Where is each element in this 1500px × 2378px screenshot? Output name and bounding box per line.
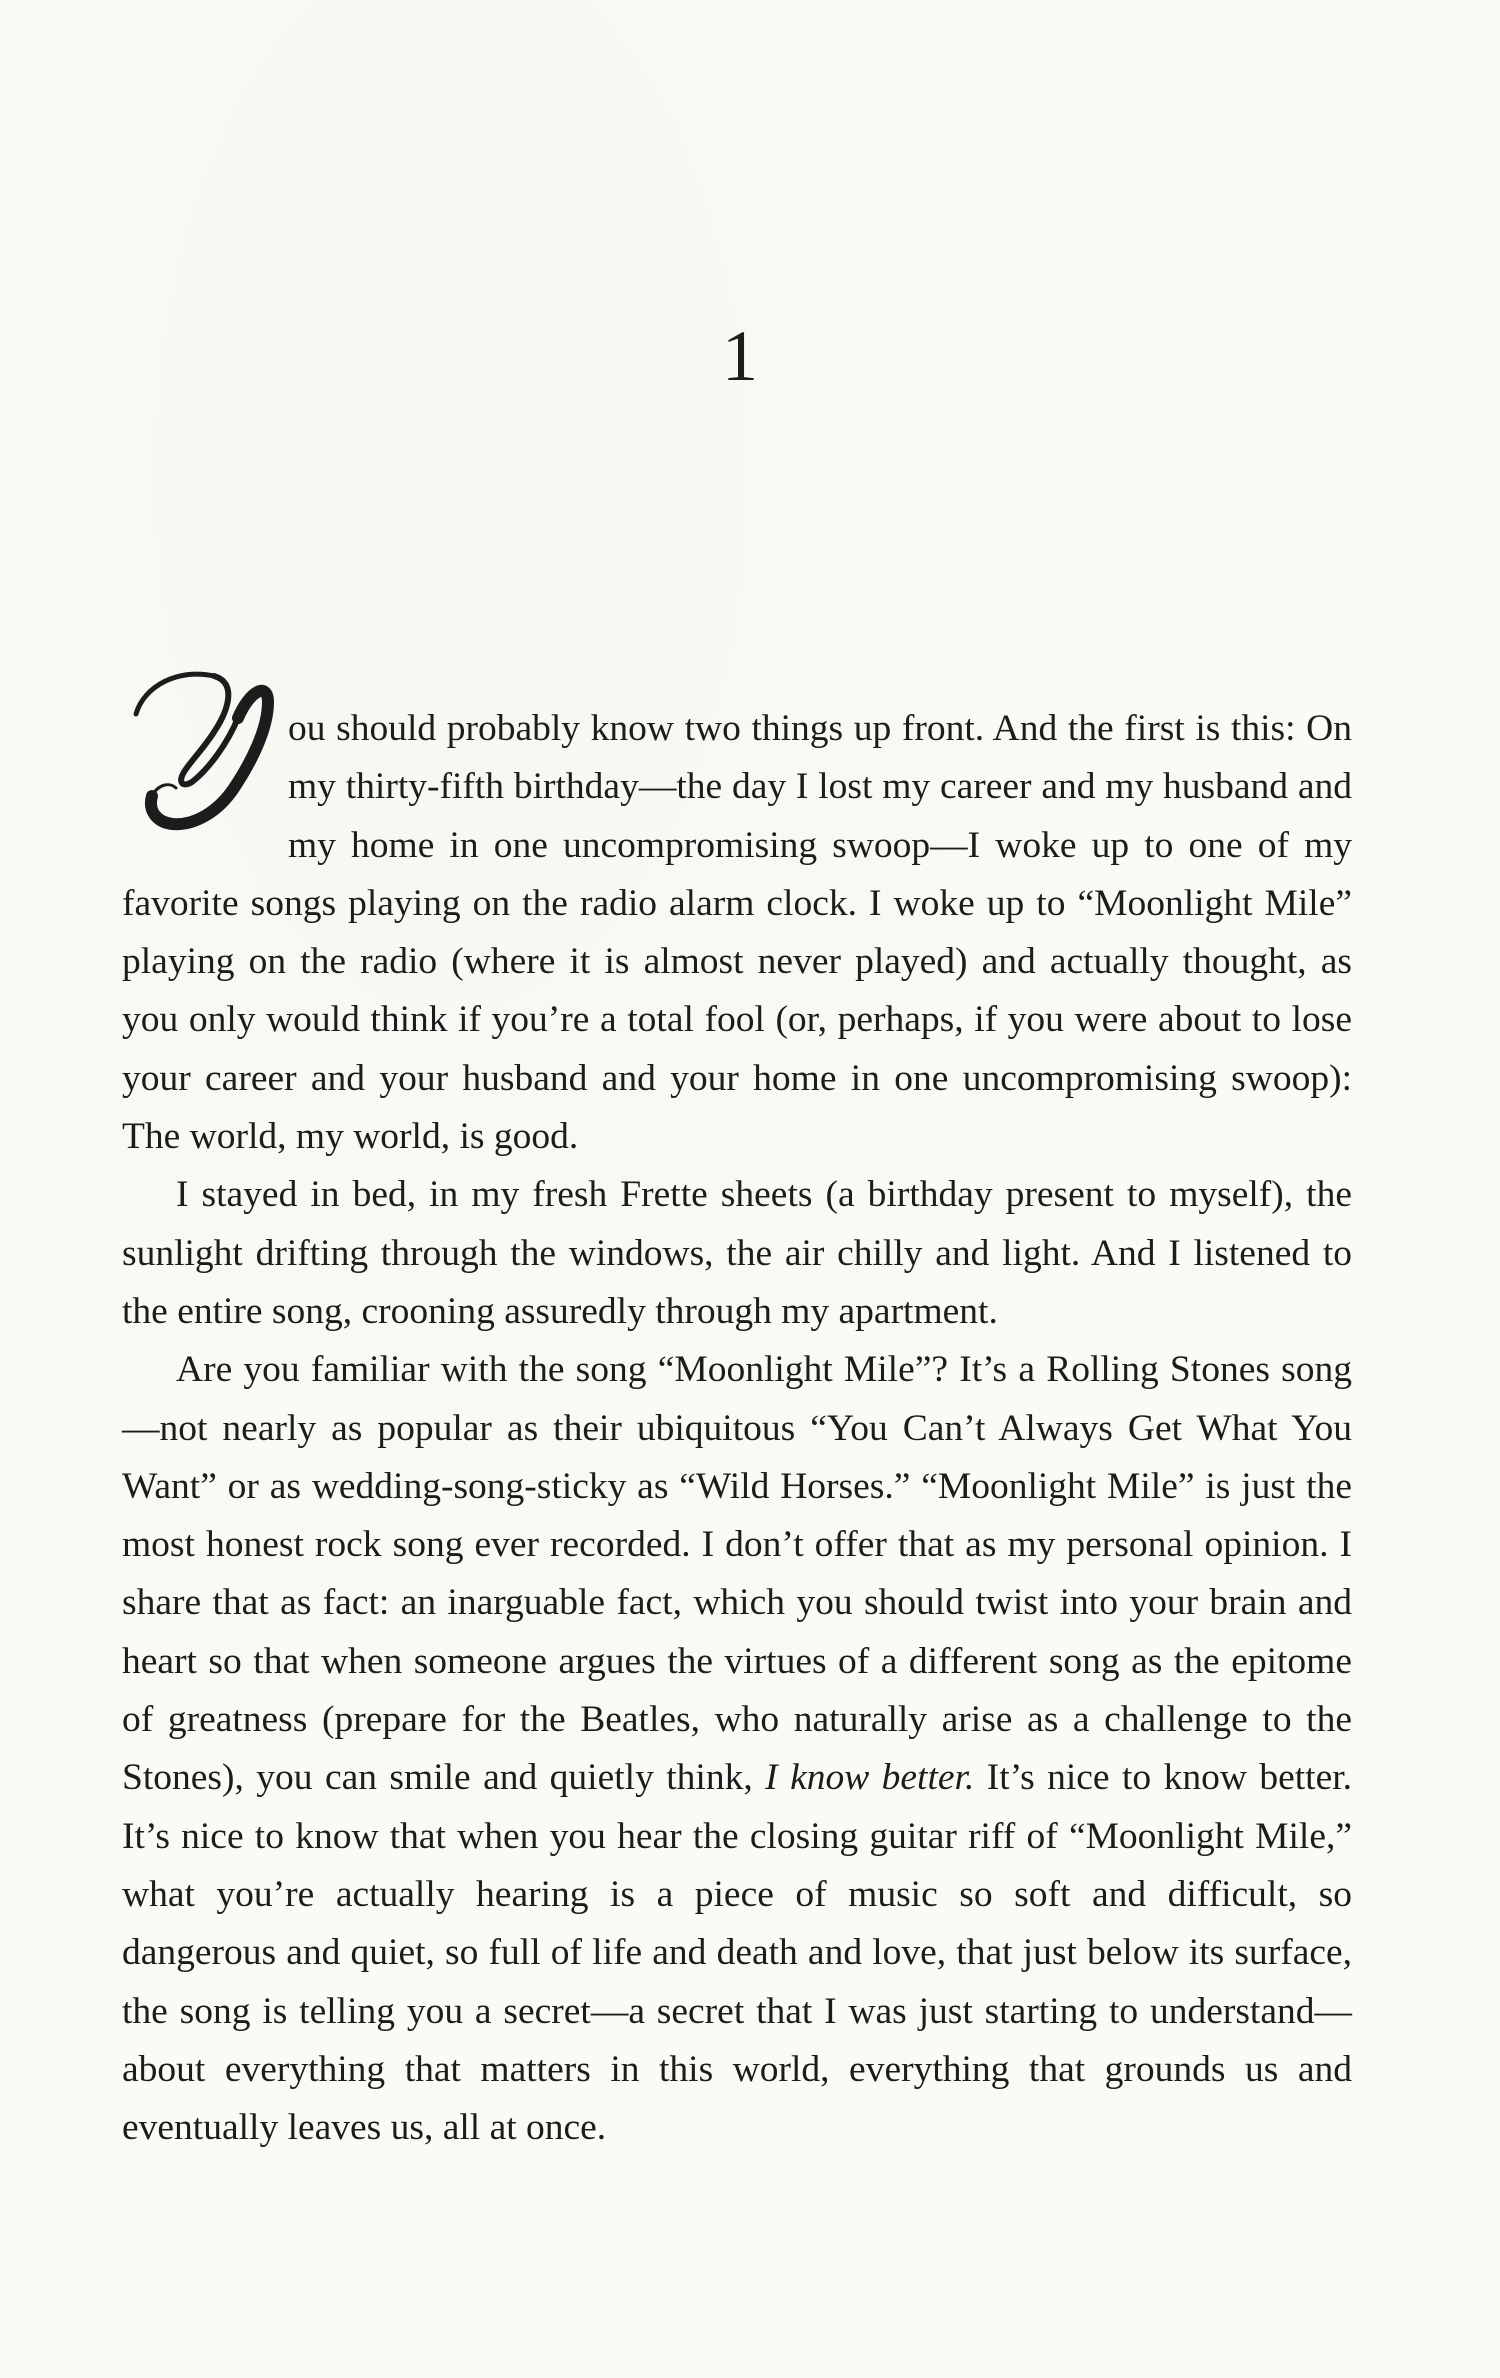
chapter-body — [122, 700, 1352, 2157]
script-y-glyph — [118, 656, 286, 832]
drop-cap-y — [118, 656, 286, 824]
paragraph-3-text-after-italic: It’s nice to know better. It’s nice to know that when you hear the closing guitar riff of “Moonlight Mile,” what you’re actually hearing is a piece of music so soft and difficult, so dangerous and quiet, so full of life and death and love, that just below its surface, the song is telling you a secret—a secret that I was just starting to understand—about everything that matters in this world, everything that grounds us and eventually leaves us, all at once. — [122, 1757, 1353, 2149]
paragraph-3-italic-phrase: I know better. — [765, 1757, 975, 1799]
paragraph-3-text-before-italic: Are you familiar with the song “Moonlight Mile”? It’s a Rolling Stones song—not nearly as popular as their ubiquitous “You Can’t Always Get What You Want” or as wedding-song-sticky as “Wild Horses.” “Moonlight Mile” is just the most honest rock song ever recorded. I don’t offer that as my personal opinion. I share that as fact: an inarguable fact, which you should twist into your brain and heart so that when someone argues the virtues of a different song as the epitome of greatness (prepare for the Beatles, who naturally arise as a challenge to the Stones), you can smile and quietly think, — [122, 1349, 1352, 1799]
paragraph-2 — [122, 1166, 1352, 1341]
paragraph-2-text: I stayed in bed, in my fresh Frette sheets (a birthday present to myself), the sunlight drifting through the windows, the air chilly and light. And I listened to the entire song, crooning assuredly through my apartment. — [122, 1174, 1352, 1332]
paragraph-1-text: ou should probably know two things up front. And the first is this: On my thirty-fifth birthday—the day I lost my career and my husband and my home in one uncompromising swoop—I woke up to one of my favorite songs playing on the radio alarm clock. I woke up to “Moonlight Mile” playing on the radio (where it is almost never played) and actually thought, as you only would think if you’re a total fool (or, perhaps, if you were about to lose your career and your husband and your home in one uncompromising swoop): The world, my world, is good. — [122, 708, 1352, 1158]
paragraph-1 — [122, 700, 1352, 1166]
paragraph-3 — [122, 1341, 1352, 2157]
chapter-number: 1 — [722, 316, 758, 396]
